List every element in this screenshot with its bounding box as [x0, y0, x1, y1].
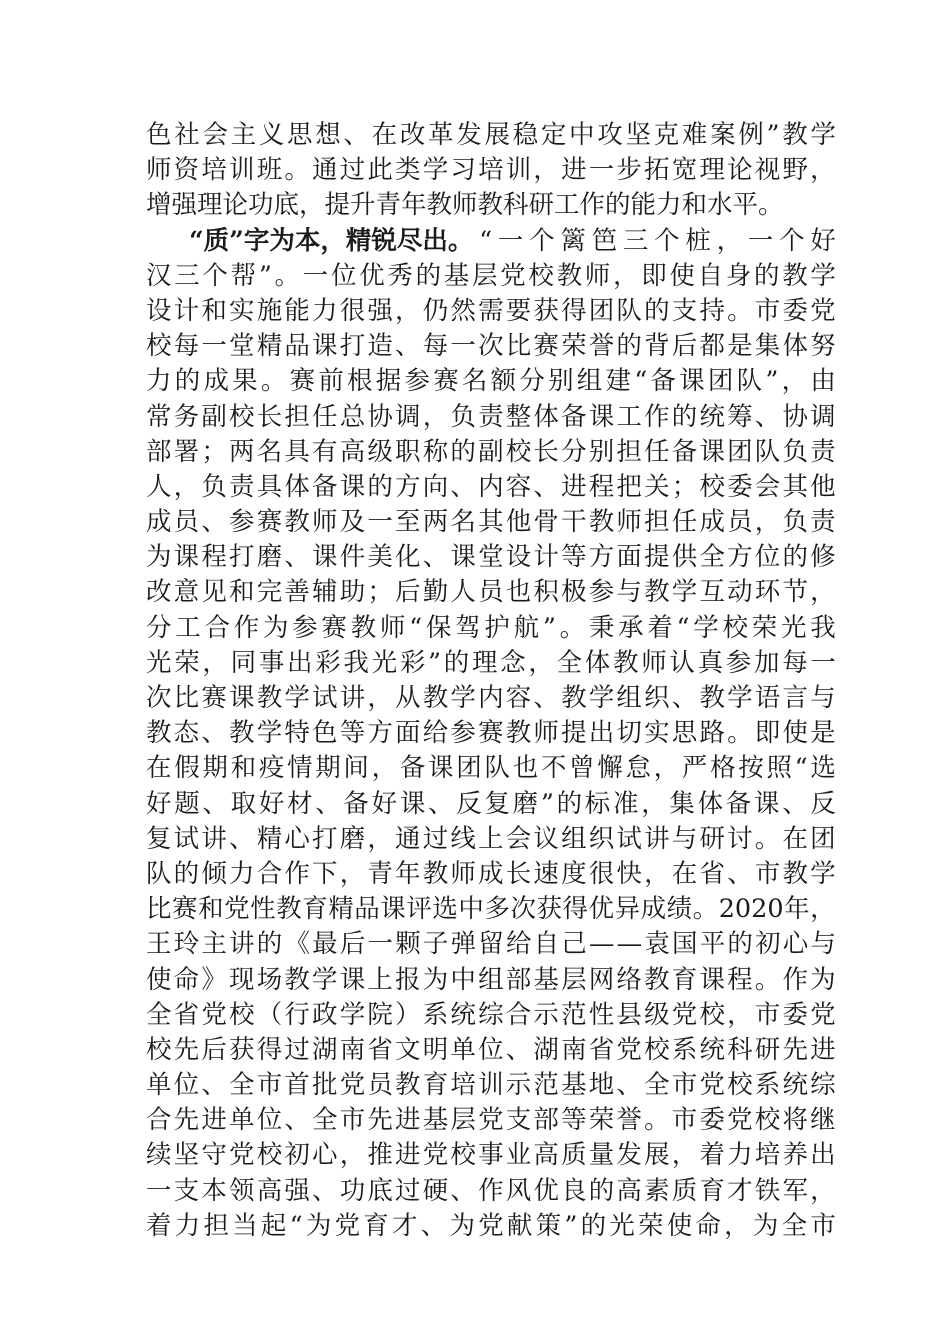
text-line: 比 赛 和 党 性 教 育 精 品 课 评 选 中 多 次 获 得 优 异 成 绩 。 2020 年 ， — [146, 894, 836, 925]
text-line: 色 社 会 主 义 思 想 、 在 改 革 发 展 稳 定 中 攻 坚 克 难 案 例 ” 教 学 — [146, 120, 836, 150]
text-line: 好 题 、 取 好 材 、 备 好 课 、 反 复 磨 ” 的 标 准 ， 集 体 备 课 、 反 — [146, 788, 836, 819]
text-line: 全 省 党 校 （ 行 政 学 院 ） 系 统 综 合 示 范 性 县 级 党 校 ， 市 委 党 — [146, 999, 836, 1030]
text-line: 次 比 赛 课 教 学 试 讲 ， 从 教 学 内 容 、 教 学 组 织 、 教 学 语 言 与 — [146, 683, 836, 713]
text-line: 人 ， 负 责 具 体 备 课 的 方 向 、 内 容 、 进 程 把 关 ； 校 委 会 其 他 — [146, 471, 836, 502]
text-line: 使 命 》 现 场 教 学 课 上 报 为 中 组 部 基 层 网 络 教 育 课 程 。 作 为 — [146, 964, 836, 995]
text-line: 队 的 倾 力 合 作 下 ， 青 年 教 师 成 长 速 度 很 快 ， 在 省 、 市 教 学 — [146, 858, 836, 889]
text-line: 光 荣 ， 同 事 出 彩 我 光 彩 ” 的 理 念 ， 全 体 教 师 认 真 参 加 每 一 — [146, 647, 836, 678]
text-line: 力 的 成 果 。 赛 前 根 据 参 赛 名 额 分 别 组 建 “ 备 课 团 队 ” ， 由 — [146, 366, 836, 397]
text-line: 常 务 副 校 长 担 任 总 协 调 ， 负 责 整 体 备 课 工 作 的 统 筹 、 协 调 — [146, 401, 836, 432]
paragraph-lead-heading: “质”字为本，精锐尽出。 — [189, 225, 474, 256]
text-line: 校 先 后 获 得 过 湖 南 省 文 明 单 位 、 湖 南 省 党 校 系 统 科 研 先 进 — [146, 1034, 836, 1065]
text-line: 部 署 ； 两 名 具 有 高 级 职 称 的 副 校 长 分 别 担 任 备 课 团 队 负 责 — [146, 436, 836, 467]
text-line: 改 意 见 和 完 善 辅 助 ； 后 勤 人 员 也 积 极 参 与 教 学 互 动 环 节 ， — [146, 577, 836, 608]
text-line: 续 坚 守 党 校 初 心 ， 推 进 党 校 事 业 高 质 量 发 展 ， 着 力 培 养 出 — [146, 1140, 836, 1171]
text-line: 教 态 、 教 学 特 色 等 方 面 给 参 赛 教 师 提 出 切 实 思 路 。 即 使 是 — [146, 718, 836, 749]
text-line: 设 计 和 实 施 能 力 很 强 ， 仍 然 需 要 获 得 团 队 的 支 持 。 市 委 党 — [146, 295, 836, 326]
text-line: 校 每 一 堂 精 品 课 打 造 、 每 一 次 比 赛 荣 誉 的 背 后 都 是 集 体 努 — [146, 331, 836, 362]
text-line: 分 工 合 作 为 参 赛 教 师 “ 保 驾 护 航 ” 。 秉 承 着 “ 学 校 荣 光 我 — [146, 612, 836, 643]
text-line: 复 试 讲 、 精 心 打 磨 ， 通 过 线 上 会 议 组 织 试 讲 与 研 讨 。 在 团 — [146, 823, 836, 854]
text-line: 一 支 本 领 高 强 、 功 底 过 硬 、 作 风 优 良 的 高 素 质 育 才 铁 军 ， — [146, 1175, 836, 1206]
document-body — [146, 118, 836, 1244]
text-line: 师 资 培 训 班 。 通 过 此 类 学 习 培 训 ， 进 一 步 拓 宽 理 论 视 野 ， — [146, 155, 836, 186]
text-line: “质”字为本，精锐尽出。 “ 一 个 篱 笆 三 个 桩 ， 一 个 好 — [146, 224, 836, 259]
text-line: 单 位 、 全 市 首 批 党 员 教 育 培 训 示 范 基 地 、 全 市 党 校 系 统 综 — [146, 1070, 836, 1101]
text-line: 王 玲 主 讲 的 《 最 后 一 颗 子 弹 留 给 自 己 — — 袁 国 平 的 初 心 与 — [146, 929, 836, 960]
text-line: 合 先 进 单 位 、 全 市 先 进 基 层 党 支 部 等 荣 誉 。 市 委 党 校 将 继 — [146, 1105, 836, 1136]
text-line: 为 课 程 打 磨 、 课 件 美 化 、 课 堂 设 计 等 方 面 提 供 全 方 位 的 修 — [146, 542, 836, 573]
text-line: 汉 三 个 帮 ” 。 一 位 优 秀 的 基 层 党 校 教 师 ， 即 使 自 身 的 教 学 — [146, 260, 836, 291]
text-line: 成 员 、 参 赛 教 师 及 一 至 两 名 其 他 骨 干 教 师 担 任 成 员 ， 负 责 — [146, 507, 836, 538]
text-line: 着 力 担 当 起 “ 为 党 育 才 、 为 党 献 策 ” 的 光 荣 使 命 ， 为 全 市 — [146, 1210, 836, 1241]
text-line: 在 假 期 和 疫 情 期 间 ， 备 课 团 队 也 不 曾 懈 怠 ， 严 格 按 照 “ 选 — [146, 753, 836, 784]
text-line: 增强理论功底，提升青年教师教科研工作的能力和水平。 — [146, 190, 784, 221]
